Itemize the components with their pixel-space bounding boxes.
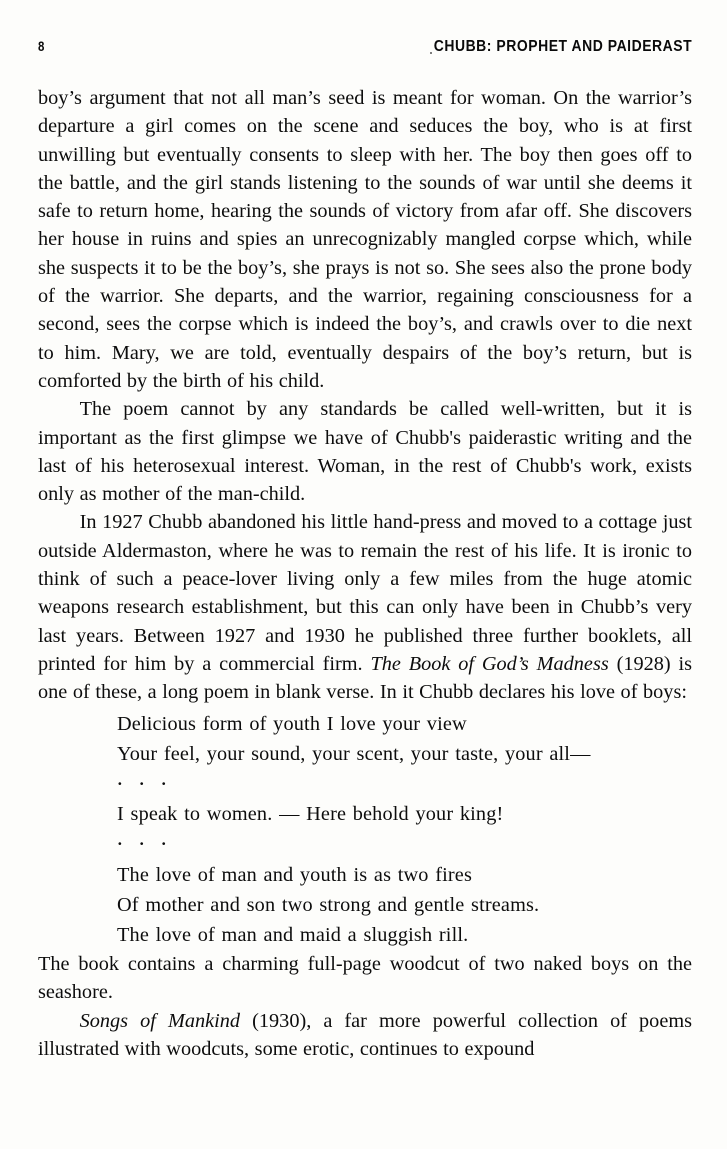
paragraph-1 <box>38 84 692 395</box>
paragraph-2-text: The poem cannot by any standards be called well-written, but it is important as the first glimpse we have of Chubb's paiderastic writing and the last of his heterosexual interest. Woman, in the rest of Chubb's work, exists only as mother of the man-child. <box>38 398 692 506</box>
paragraph-3-text-before-title: In 1927 Chubb abandoned his little hand-press and moved to a cottage just outside Aldermaston, where he was to remain the rest of his life. It is ironic to think of such a peace-lover living only a few miles from the huge atomic weapons research establishment, but this can only have been in Chubb’s very last years. Between 1927 and 1930 he published three further booklets, all printed for him by a commercial firm. <box>38 511 692 675</box>
verse-ellipsis: · · · <box>117 773 173 793</box>
verse-line: The love of man and youth is as two fires <box>117 863 473 886</box>
running-head-title: CHUBB: PROPHET AND PAIDERAST <box>433 38 692 55</box>
paragraph-3-text-after-title: (1928) is one of these, a long poem in blank verse. In it Chubb declares his love of boys: <box>38 652 692 704</box>
verse-line: The love of man and maid a sluggish rill. <box>117 923 469 946</box>
paragraph-4-text: The book contains a charming full-page woodcut of two naked boys on the seashore. <box>38 953 692 1004</box>
verse-ellipsis: · · · <box>117 834 173 854</box>
paragraph-2 <box>38 395 692 508</box>
paragraph-5 <box>38 1007 692 1064</box>
paragraph-4 <box>38 950 692 1007</box>
book-title-gods-madness: The Book of God’s Madness <box>370 652 609 675</box>
stray-ink-speck <box>430 52 432 54</box>
verse-line: Of mother and son two strong and gentle streams. <box>117 893 540 916</box>
paragraph-5-text-after-title: (1930), a far more powerful collection of poems illustrated with woodcuts, some erotic, continues to expound <box>38 1009 692 1061</box>
verse-quotation <box>38 707 692 951</box>
book-title-songs-of-mankind: Songs of Mankind <box>79 1009 241 1032</box>
verse-line: Delicious form of youth I love your view <box>117 712 467 735</box>
paragraph-1-text: boy’s argument that not all man’s seed is meant for woman. On the warrior’s departure a girl comes on the scene and seduces the boy, who is at first unwilling but eventually consents to sleep with her. The boy then goes off to the battle, and the girl stands listening to the sounds of war until she deems it safe to return home, hearing the sounds of victory from afar off. She discovers her house in ruins and spies an unrecognizably mangled corpse which, while she suspects it to be the boy’s, she prays is not so. She sees also the prone body of the warrior. She departs, and the warrior, regaining consciousness for a second, sees the corpse which is indeed the boy’s, and crawls over to die next to him. Mary, we are told, eventually despairs of the boy’s return, but is comforted by the birth of his child. <box>38 87 692 392</box>
verse-line: I speak to women. — Here behold your king! <box>117 803 504 826</box>
page-number: 8 <box>38 38 45 54</box>
verse-line: Your feel, your sound, your scent, your taste, your all— <box>117 742 591 765</box>
paragraph-3 <box>38 508 692 706</box>
text-column <box>38 84 692 1063</box>
running-head <box>38 38 692 62</box>
